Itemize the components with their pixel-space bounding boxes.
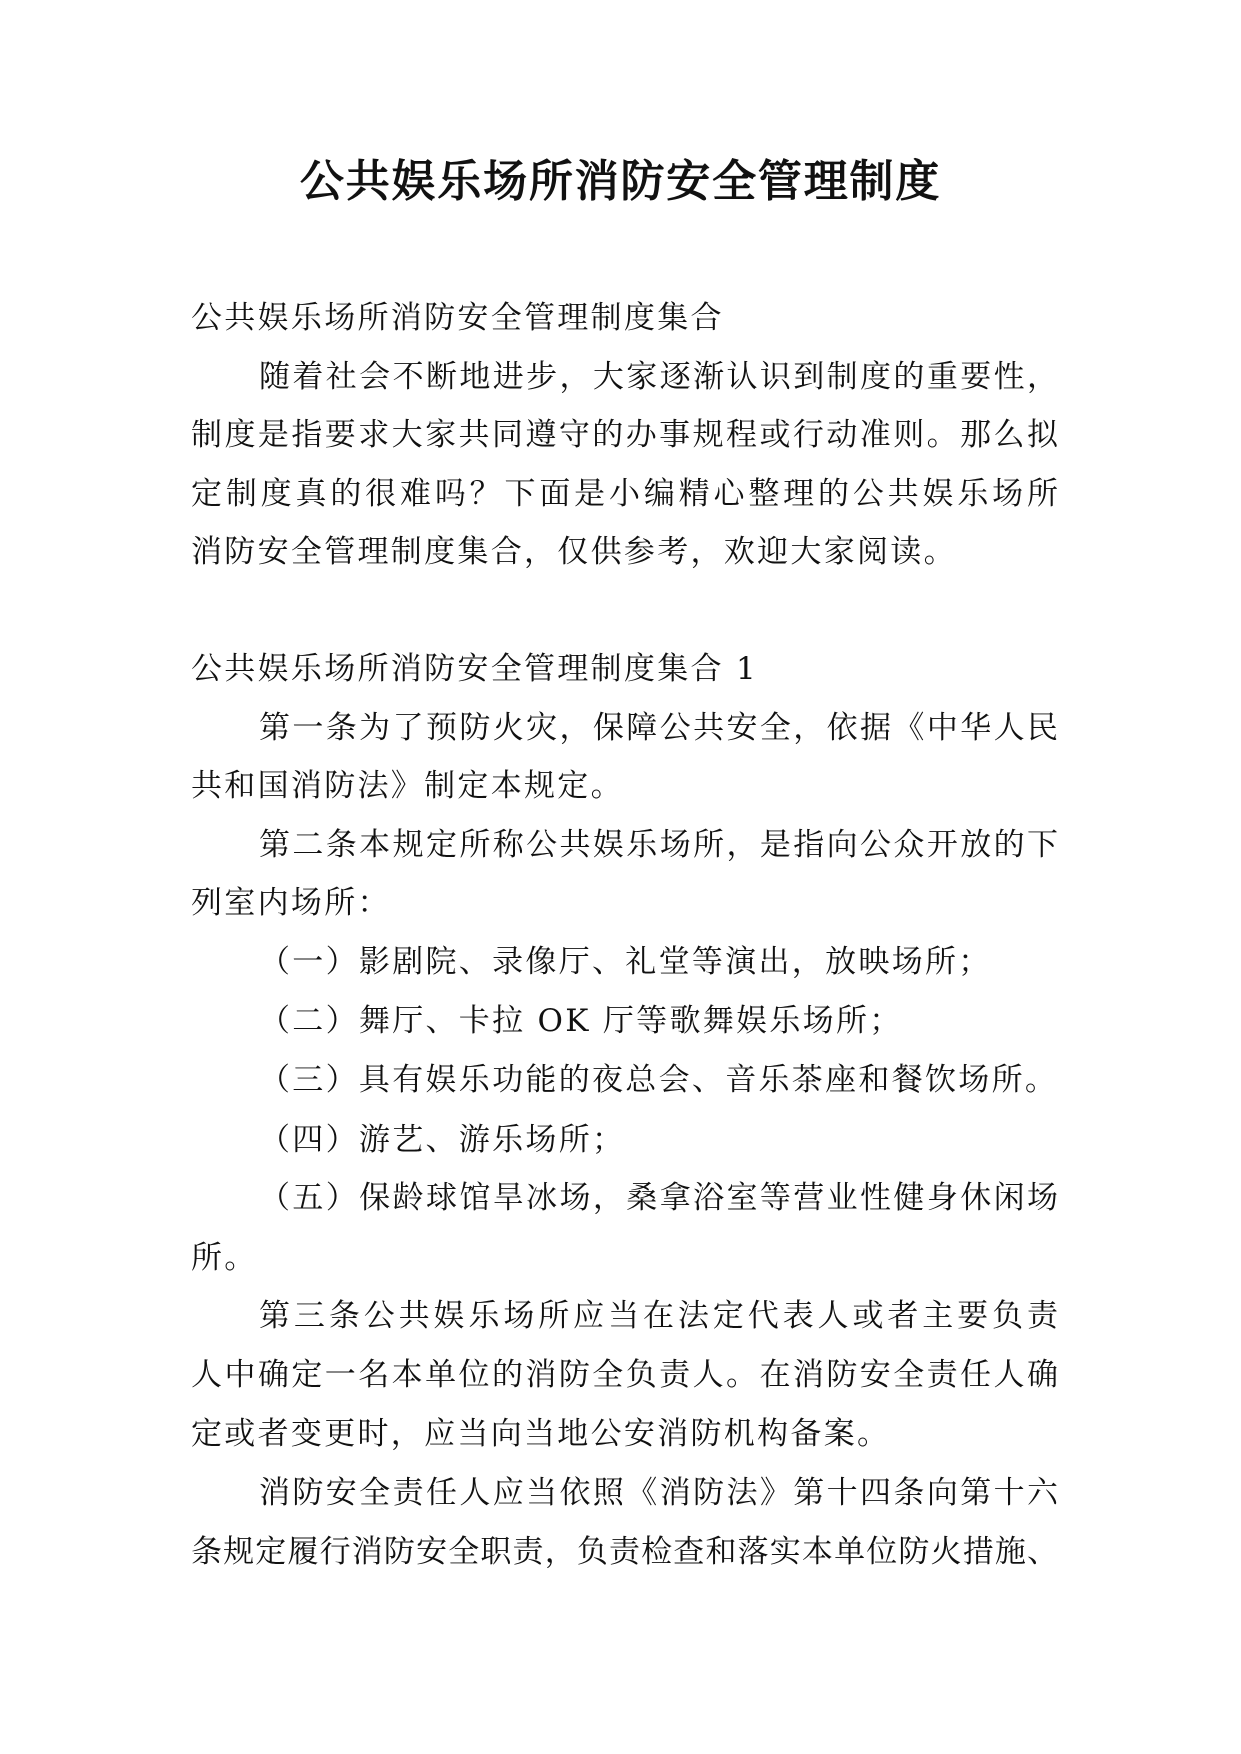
list-item: （一）影剧院、录像厅、礼堂等演出，放映场所；	[259, 944, 992, 980]
article-2-line: 列室内场所：	[191, 885, 391, 921]
list-item: （二）舞厅、卡拉 OK 厅等歌舞娱乐场所；	[259, 1003, 903, 1039]
section-heading: 公共娱乐场所消防安全管理制度集合 1	[191, 651, 758, 687]
intro-paragraph-line: 消防安全管理制度集合，仅供参考，欢迎大家阅读。	[191, 534, 957, 570]
article-3-line: 人中确定一名本单位的消防全负责人。在消防安全责任人确	[191, 1357, 1058, 1393]
list-item: （三）具有娱乐功能的夜总会、音乐茶座和餐饮场所。	[259, 1062, 1059, 1098]
article-2-line: 第二条本规定所称公共娱乐场所，是指向公众开放的下	[259, 827, 1058, 863]
intro-paragraph-line: 随着社会不断地进步，大家逐渐认识到制度的重要性，	[259, 359, 1058, 395]
article-1-line: 第一条为了预防火灾，保障公共安全，依据《中华人民	[259, 710, 1058, 746]
list-item-continued: 所。	[191, 1240, 258, 1276]
article-3-line: 定或者变更时，应当向当地公安消防机构备案。	[191, 1416, 891, 1452]
article-3-line: 第三条公共娱乐场所应当在法定代表人或者主要负责	[259, 1298, 1058, 1334]
intro-heading: 公共娱乐场所消防安全管理制度集合	[191, 300, 724, 336]
intro-paragraph-line: 制度是指要求大家共同遵守的办事规程或行动准则。那么拟	[191, 417, 1058, 453]
document-title: 公共娱乐场所消防安全管理制度	[299, 156, 942, 207]
responsibility-line: 消防安全责任人应当依照《消防法》第十四条向第十六	[259, 1475, 1058, 1511]
responsibility-line: 条规定履行消防安全职责，负责检查和落实本单位防火措施、	[191, 1534, 1058, 1570]
article-1-line: 共和国消防法》制定本规定。	[191, 768, 624, 804]
intro-paragraph-line: 定制度真的很难吗？下面是小编精心整理的公共娱乐场所	[191, 476, 1058, 512]
list-item: （五）保龄球馆旱冰场，桑拿浴室等营业性健身休闲场	[259, 1180, 1058, 1216]
list-item: （四）游艺、游乐场所；	[259, 1122, 626, 1158]
